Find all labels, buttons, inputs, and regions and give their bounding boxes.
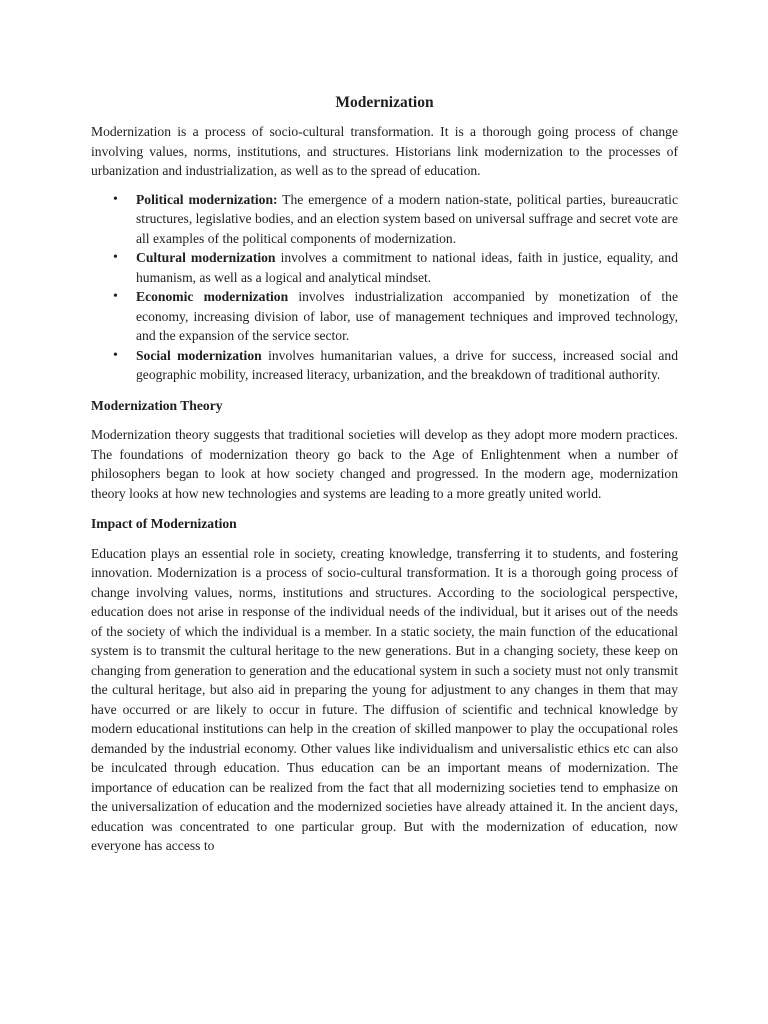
bullet-icon: • — [113, 289, 118, 304]
text-economic: involves industrialization accompanied by monetization of the economy, increasing division of labor, use of management techniques and improved technology, and the expansion of the service sector. — [136, 289, 678, 343]
text-social: involves humanitarian values, a drive for success, increased social and geographic mobility, increased literacy, urbanization, and the breakdown of traditional authority. — [136, 347, 678, 382]
term-social: Social modernization — [136, 347, 262, 363]
intro-paragraph: Modernization is a process of socio-cultural transformation. It is a thorough going process of change involving values, norms, institutions, and structures. Historians link modernization to the processes of urbanization and industrialization, as well as to the spread of education. — [91, 124, 678, 178]
list-item-political — [91, 190, 678, 249]
term-economic: Economic modernization — [136, 289, 289, 304]
term-cultural: Cultural modernization — [136, 250, 276, 265]
text-cultural: involves a commitment to national ideas, faith in justice, equality, and humanism, as well as a logical and analytical mindset. — [136, 250, 679, 285]
term-political: Political modernization: — [136, 191, 278, 207]
text-political: The emergence of a modern nation-state, political parties, bureaucratic structures, legislative bodies, and an election system based on universal suffrage and secret vote are all examples of the political components of modernization. — [136, 191, 678, 246]
impact-paragraph: Education plays an essential role in society, creating knowledge, transferring it to students, and fostering innovation. Modernization is a process of socio-cultural transformation. It is a thorough going process of change involving values, norms, institutions and structures. According to the sociological perspective, education does not arise in response of the individual needs of the individual, but it arises out of the needs of the society of which the individual is a member. In a static society, the main function of the educational system is to transmit the cultural heritage to the new generations. But in a changing society, these keep on changing from generation to generation and the educational system in such a society must not only transmit the cultural heritage, but also aid in preparing the young for adjustment to any changes in them that may have occurred or are likely to occur in future. The diffusion of scientific and technical knowledge by modern educational institutions can help in the creation of skilled manpower to play the occupational roles demanded by the industrial economy. Other values like individualism and universalistic ethics etc can also be inculcated through education. Thus education can be an important means of modernization. The importance of education can be realized from the fact that all modernizing societies tend to emphasize on the universalization of education and the modernized societies have already attained it. In the ancient days, education was concentrated to one particular group. But with the modernization of education, now everyone has access to — [91, 545, 678, 853]
list-item-cultural — [91, 248, 678, 287]
section-heading-theory: Modernization Theory — [91, 397, 223, 413]
document-title: Modernization — [335, 94, 434, 111]
bullet-icon: • — [113, 191, 118, 207]
theory-paragraph: Modernization theory suggests that traditional societies will develop as they adopt more modern practices. The foundations of modernization theory go back to the Age of Enlightenment when a number of philosophers began to look at how society changed and progressed. In the modern age, modernization theory looks at how new technologies and systems are leading to a more greatly united world. — [91, 427, 678, 501]
modernization-types-list — [91, 190, 678, 385]
bullet-icon: • — [113, 250, 118, 265]
document-page — [91, 92, 678, 856]
bullet-icon: • — [113, 347, 118, 363]
list-item-economic — [91, 287, 678, 346]
section-heading-impact: Impact of Modernization — [91, 516, 237, 531]
list-item-social — [91, 346, 678, 385]
